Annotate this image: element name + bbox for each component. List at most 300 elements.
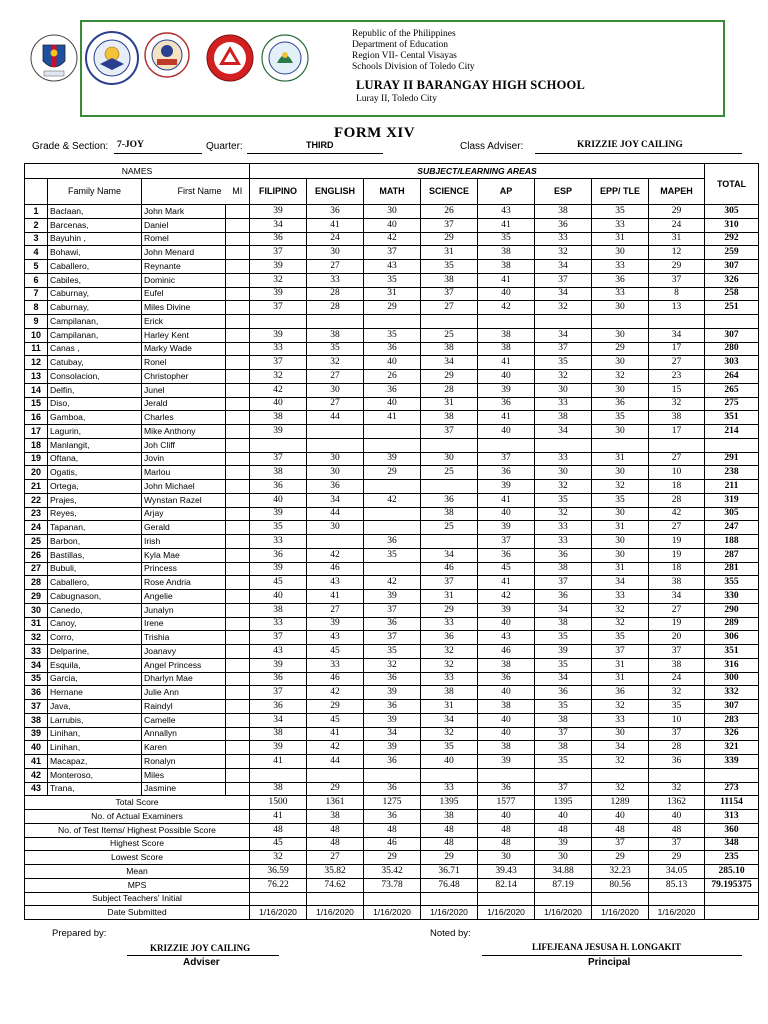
deped-seal-logo: [84, 30, 140, 86]
table-row: [25, 480, 759, 494]
row-number: 16: [25, 411, 48, 425]
summary-value-cell: 87.19: [535, 878, 592, 892]
total-cell: 316: [705, 658, 759, 672]
row-number: 19: [25, 452, 48, 466]
table-row: [25, 452, 759, 466]
score-cell: [535, 768, 592, 782]
summary-value-cell: 29: [364, 851, 421, 865]
score-cell: 34: [421, 356, 478, 370]
score-cell: 33: [421, 782, 478, 796]
first-name-cell: Karen: [142, 741, 226, 755]
table-row: [25, 768, 759, 782]
family-name-cell: Hernane: [48, 686, 142, 700]
family-name-cell: Lagurin,: [48, 425, 142, 439]
first-name-cell: Princess: [142, 562, 226, 576]
score-cell: [364, 315, 421, 329]
row-number: 1: [25, 205, 48, 219]
row-number: 24: [25, 521, 48, 535]
row-number: 34: [25, 658, 48, 672]
summary-value-cell: 38: [307, 810, 364, 824]
summary-value-cell: [421, 892, 478, 906]
family-name-cell: Ortega,: [48, 480, 142, 494]
score-cell: 40: [364, 218, 421, 232]
mi-cell: [226, 328, 250, 342]
score-cell: 38: [421, 273, 478, 287]
table-row: [25, 205, 759, 219]
family-name-cell: Caballero,: [48, 576, 142, 590]
family-name-cell: Diso,: [48, 397, 142, 411]
summary-value-cell: 36.59: [250, 865, 307, 879]
score-cell: 41: [250, 755, 307, 769]
score-cell: 10: [649, 713, 705, 727]
summary-value-cell: [592, 892, 649, 906]
score-cell: 27: [307, 260, 364, 274]
score-cell: 38: [478, 700, 535, 714]
score-cell: 41: [307, 218, 364, 232]
summary-value-cell: 1395: [421, 796, 478, 810]
score-cell: 36: [250, 700, 307, 714]
score-cell: 32: [421, 645, 478, 659]
summary-value-cell: 82.14: [478, 878, 535, 892]
summary-value-cell: 46: [364, 837, 421, 851]
score-cell: 28: [307, 287, 364, 301]
summary-total-cell: [705, 892, 759, 906]
score-cell: 42: [364, 576, 421, 590]
mi-cell: [226, 425, 250, 439]
mi-cell: [226, 535, 250, 549]
score-cell: 38: [421, 342, 478, 356]
score-cell: 33: [592, 218, 649, 232]
mi-cell: [226, 493, 250, 507]
table-row: [25, 356, 759, 370]
summary-value-cell: 27: [307, 851, 364, 865]
score-cell: 32: [535, 370, 592, 384]
score-cell: 25: [421, 328, 478, 342]
first-name-cell: Charles: [142, 411, 226, 425]
score-cell: 39: [250, 287, 307, 301]
row-number: 28: [25, 576, 48, 590]
score-cell: 38: [649, 411, 705, 425]
score-cell: 30: [592, 328, 649, 342]
row-number: 7: [25, 287, 48, 301]
score-cell: 35: [592, 631, 649, 645]
mi-cell: [226, 246, 250, 260]
first-name-header: First Name: [142, 179, 226, 205]
score-cell: [364, 768, 421, 782]
summary-value-cell: 34.05: [649, 865, 705, 879]
summary-value-cell: 48: [307, 823, 364, 837]
score-cell: 35: [364, 328, 421, 342]
score-cell: 36: [478, 672, 535, 686]
quarter-value: THIRD: [306, 140, 334, 150]
score-cell: 36: [250, 232, 307, 246]
first-name-cell: Junalyn: [142, 603, 226, 617]
score-cell: 10: [649, 466, 705, 480]
noted-by-line: [482, 955, 742, 956]
score-cell: 30: [592, 548, 649, 562]
score-cell: 29: [364, 301, 421, 315]
total-cell: 281: [705, 562, 759, 576]
table-row: [25, 658, 759, 672]
score-cell: 31: [592, 232, 649, 246]
summary-total-cell: [705, 906, 759, 920]
names-header: NAMES: [25, 164, 250, 179]
total-cell: 275: [705, 397, 759, 411]
first-name-cell: Angel Princess: [142, 658, 226, 672]
mi-cell: [226, 562, 250, 576]
score-cell: 33: [307, 658, 364, 672]
score-cell: 41: [478, 411, 535, 425]
family-name-cell: Java,: [48, 700, 142, 714]
table-row: [25, 631, 759, 645]
family-name-cell: Canas ,: [48, 342, 142, 356]
row-number: 33: [25, 645, 48, 659]
family-name-cell: Consolacion,: [48, 370, 142, 384]
score-cell: 39: [250, 741, 307, 755]
row-number: 26: [25, 548, 48, 562]
summary-value-cell: 40: [535, 810, 592, 824]
score-cell: 45: [307, 713, 364, 727]
score-cell: 41: [478, 493, 535, 507]
score-cell: 37: [250, 301, 307, 315]
score-cell: 28: [649, 493, 705, 507]
score-cell: 33: [535, 232, 592, 246]
score-cell: [478, 315, 535, 329]
score-cell: 32: [592, 782, 649, 796]
family-name-cell: Delparine,: [48, 645, 142, 659]
mi-cell: [226, 466, 250, 480]
score-cell: 32: [592, 755, 649, 769]
score-cell: 42: [307, 686, 364, 700]
score-cell: 34: [421, 548, 478, 562]
summary-value-cell: 1395: [535, 796, 592, 810]
total-cell: 303: [705, 356, 759, 370]
score-cell: 31: [649, 232, 705, 246]
score-cell: 33: [250, 535, 307, 549]
score-cell: [364, 425, 421, 439]
summary-total-cell: 11154: [705, 796, 759, 810]
score-cell: 13: [649, 301, 705, 315]
grades-table: [24, 163, 759, 920]
total-cell: 291: [705, 452, 759, 466]
score-cell: 38: [421, 686, 478, 700]
table-row: [25, 700, 759, 714]
score-cell: [250, 768, 307, 782]
mi-cell: [226, 301, 250, 315]
score-cell: 39: [364, 741, 421, 755]
mi-header: MI: [226, 179, 250, 205]
mi-cell: [226, 727, 250, 741]
score-cell: 37: [421, 287, 478, 301]
class-adviser-value: KRIZZIE JOY CAILING: [577, 140, 683, 150]
score-cell: [307, 425, 364, 439]
mi-cell: [226, 672, 250, 686]
score-cell: 36: [535, 590, 592, 604]
summary-value-cell: 73.78: [364, 878, 421, 892]
score-cell: 40: [250, 590, 307, 604]
table-row: [25, 507, 759, 521]
row-number: 37: [25, 700, 48, 714]
summary-value-cell: 30: [535, 851, 592, 865]
score-cell: 31: [592, 658, 649, 672]
summary-value-cell: 48: [421, 823, 478, 837]
row-number: 29: [25, 590, 48, 604]
score-cell: 39: [250, 507, 307, 521]
score-cell: 36: [364, 617, 421, 631]
score-cell: 39: [478, 603, 535, 617]
prepared-by-line: [127, 955, 279, 956]
quarter-underline: [247, 153, 383, 154]
score-cell: 33: [250, 342, 307, 356]
table-row: [25, 438, 759, 452]
score-cell: [250, 315, 307, 329]
mi-cell: [226, 590, 250, 604]
score-cell: 38: [535, 205, 592, 219]
mi-cell: [226, 782, 250, 796]
score-cell: 37: [649, 273, 705, 287]
score-cell: 35: [649, 700, 705, 714]
table-row: [25, 218, 759, 232]
score-cell: 36: [250, 548, 307, 562]
score-cell: [307, 438, 364, 452]
family-name-header: Family Name: [48, 179, 142, 205]
score-cell: 37: [364, 246, 421, 260]
score-cell: 39: [478, 521, 535, 535]
score-cell: 32: [592, 370, 649, 384]
score-cell: 35: [364, 548, 421, 562]
score-cell: 40: [478, 727, 535, 741]
total-cell: [705, 768, 759, 782]
mi-cell: [226, 342, 250, 356]
mi-cell: [226, 755, 250, 769]
score-cell: 35: [421, 741, 478, 755]
mi-cell: [226, 397, 250, 411]
table-row: [25, 645, 759, 659]
score-cell: 36: [307, 480, 364, 494]
score-cell: 42: [649, 507, 705, 521]
score-cell: 27: [307, 370, 364, 384]
score-cell: 46: [307, 562, 364, 576]
mi-cell: [226, 548, 250, 562]
score-cell: 33: [307, 273, 364, 287]
score-cell: 36: [535, 218, 592, 232]
score-cell: 36: [364, 535, 421, 549]
score-cell: 28: [649, 741, 705, 755]
score-cell: [250, 438, 307, 452]
summary-label: Total Score: [25, 796, 250, 810]
row-number: 40: [25, 741, 48, 755]
score-cell: 41: [364, 411, 421, 425]
score-cell: 36: [649, 755, 705, 769]
score-cell: [364, 438, 421, 452]
first-name-cell: Erick: [142, 315, 226, 329]
first-name-cell: Miles Divine: [142, 301, 226, 315]
total-cell: 273: [705, 782, 759, 796]
summary-value-cell: 30: [478, 851, 535, 865]
letterhead-line: Republic of the Philippines: [352, 29, 456, 39]
total-cell: 339: [705, 755, 759, 769]
score-cell: 36: [364, 782, 421, 796]
score-cell: 45: [250, 576, 307, 590]
family-name-cell: Corro,: [48, 631, 142, 645]
score-cell: 29: [421, 232, 478, 246]
mi-cell: [226, 287, 250, 301]
summary-total-cell: 360: [705, 823, 759, 837]
score-cell: 40: [364, 356, 421, 370]
score-cell: 27: [649, 452, 705, 466]
score-cell: [421, 535, 478, 549]
table-row: [25, 686, 759, 700]
score-cell: 32: [307, 356, 364, 370]
score-cell: 26: [364, 370, 421, 384]
score-cell: 17: [649, 425, 705, 439]
total-cell: 214: [705, 425, 759, 439]
score-cell: 29: [364, 466, 421, 480]
score-cell: 38: [421, 507, 478, 521]
score-cell: 28: [421, 383, 478, 397]
score-cell: 33: [535, 535, 592, 549]
summary-total-cell: 313: [705, 810, 759, 824]
family-name-cell: Baclaan,: [48, 205, 142, 219]
total-cell: 351: [705, 411, 759, 425]
score-cell: 35: [421, 260, 478, 274]
mi-cell: [226, 521, 250, 535]
family-name-cell: Delfin,: [48, 383, 142, 397]
score-cell: 32: [649, 782, 705, 796]
total-cell: 300: [705, 672, 759, 686]
score-cell: [421, 768, 478, 782]
total-cell: 305: [705, 205, 759, 219]
score-cell: 37: [649, 645, 705, 659]
summary-value-cell: 29: [592, 851, 649, 865]
score-cell: 37: [535, 782, 592, 796]
summary-total-cell: 79.195375: [705, 878, 759, 892]
summary-value-cell: 48: [307, 837, 364, 851]
score-cell: 38: [250, 727, 307, 741]
row-number: 4: [25, 246, 48, 260]
prepared-by-name: KRIZZIE JOY CAILING: [150, 943, 251, 953]
family-name-cell: Cabiles,: [48, 273, 142, 287]
score-cell: 43: [364, 260, 421, 274]
family-name-cell: Barbon,: [48, 535, 142, 549]
score-cell: 36: [535, 686, 592, 700]
table-row: [25, 287, 759, 301]
score-cell: 42: [250, 383, 307, 397]
score-cell: 36: [478, 782, 535, 796]
summary-label: MPS: [25, 878, 250, 892]
score-cell: 37: [535, 576, 592, 590]
table-row: [25, 315, 759, 329]
subject-header: ENGLISH: [307, 179, 364, 205]
table-row: [25, 328, 759, 342]
total-cell: 258: [705, 287, 759, 301]
score-cell: 37: [250, 246, 307, 260]
score-cell: 36: [250, 672, 307, 686]
number-header: [25, 179, 48, 205]
summary-value-cell: 36.71: [421, 865, 478, 879]
score-cell: 31: [421, 700, 478, 714]
mi-cell: [226, 356, 250, 370]
score-cell: 30: [592, 356, 649, 370]
score-cell: 37: [250, 452, 307, 466]
family-name-cell: Caballero,: [48, 260, 142, 274]
summary-value-cell: 48: [478, 837, 535, 851]
total-cell: 330: [705, 590, 759, 604]
family-name-cell: Prajes,: [48, 493, 142, 507]
row-number: 21: [25, 480, 48, 494]
family-name-cell: Larrubis,: [48, 713, 142, 727]
family-name-cell: Bastillas,: [48, 548, 142, 562]
table-row: [25, 246, 759, 260]
score-cell: 27: [307, 397, 364, 411]
score-cell: 34: [535, 603, 592, 617]
score-cell: 34: [250, 218, 307, 232]
mi-cell: [226, 713, 250, 727]
mi-cell: [226, 576, 250, 590]
summary-total-cell: 348: [705, 837, 759, 851]
score-cell: 37: [421, 425, 478, 439]
score-cell: 32: [364, 658, 421, 672]
score-cell: 36: [478, 397, 535, 411]
score-cell: 27: [421, 301, 478, 315]
score-cell: 41: [478, 273, 535, 287]
summary-value-cell: 1577: [478, 796, 535, 810]
score-cell: 45: [307, 645, 364, 659]
summary-value-cell: 40: [649, 810, 705, 824]
mi-cell: [226, 273, 250, 287]
score-cell: 40: [478, 713, 535, 727]
row-number: 23: [25, 507, 48, 521]
first-name-cell: Miles: [142, 768, 226, 782]
summary-value-cell: 1/16/2020: [421, 906, 478, 920]
score-cell: 34: [535, 328, 592, 342]
score-cell: 31: [421, 246, 478, 260]
first-name-cell: Dharlyn Mae: [142, 672, 226, 686]
table-row: [25, 590, 759, 604]
family-name-cell: Linihan,: [48, 741, 142, 755]
score-cell: 38: [478, 246, 535, 260]
grade-section-value: 7-JOY: [117, 140, 144, 150]
row-number: 13: [25, 370, 48, 384]
score-cell: [364, 562, 421, 576]
score-cell: 39: [250, 658, 307, 672]
score-cell: 38: [478, 328, 535, 342]
score-cell: 30: [307, 466, 364, 480]
mi-cell: [226, 205, 250, 219]
score-cell: 28: [307, 301, 364, 315]
mi-cell: [226, 617, 250, 631]
family-name-cell: Esquila,: [48, 658, 142, 672]
score-cell: 45: [478, 562, 535, 576]
table-row: [25, 425, 759, 439]
subjects-header: SUBJECT/LEARNING AREAS: [250, 164, 705, 179]
row-number: 10: [25, 328, 48, 342]
total-cell: 307: [705, 700, 759, 714]
summary-value-cell: 48: [478, 823, 535, 837]
total-cell: 310: [705, 218, 759, 232]
summary-value-cell: 1/16/2020: [535, 906, 592, 920]
first-name-cell: Wynstan Razel: [142, 493, 226, 507]
summary-row: [25, 796, 759, 810]
score-cell: 34: [592, 741, 649, 755]
score-cell: 30: [592, 507, 649, 521]
score-cell: 31: [592, 452, 649, 466]
mi-cell: [226, 452, 250, 466]
score-cell: 38: [535, 617, 592, 631]
row-number: 25: [25, 535, 48, 549]
table-row: [25, 576, 759, 590]
summary-row: [25, 851, 759, 865]
